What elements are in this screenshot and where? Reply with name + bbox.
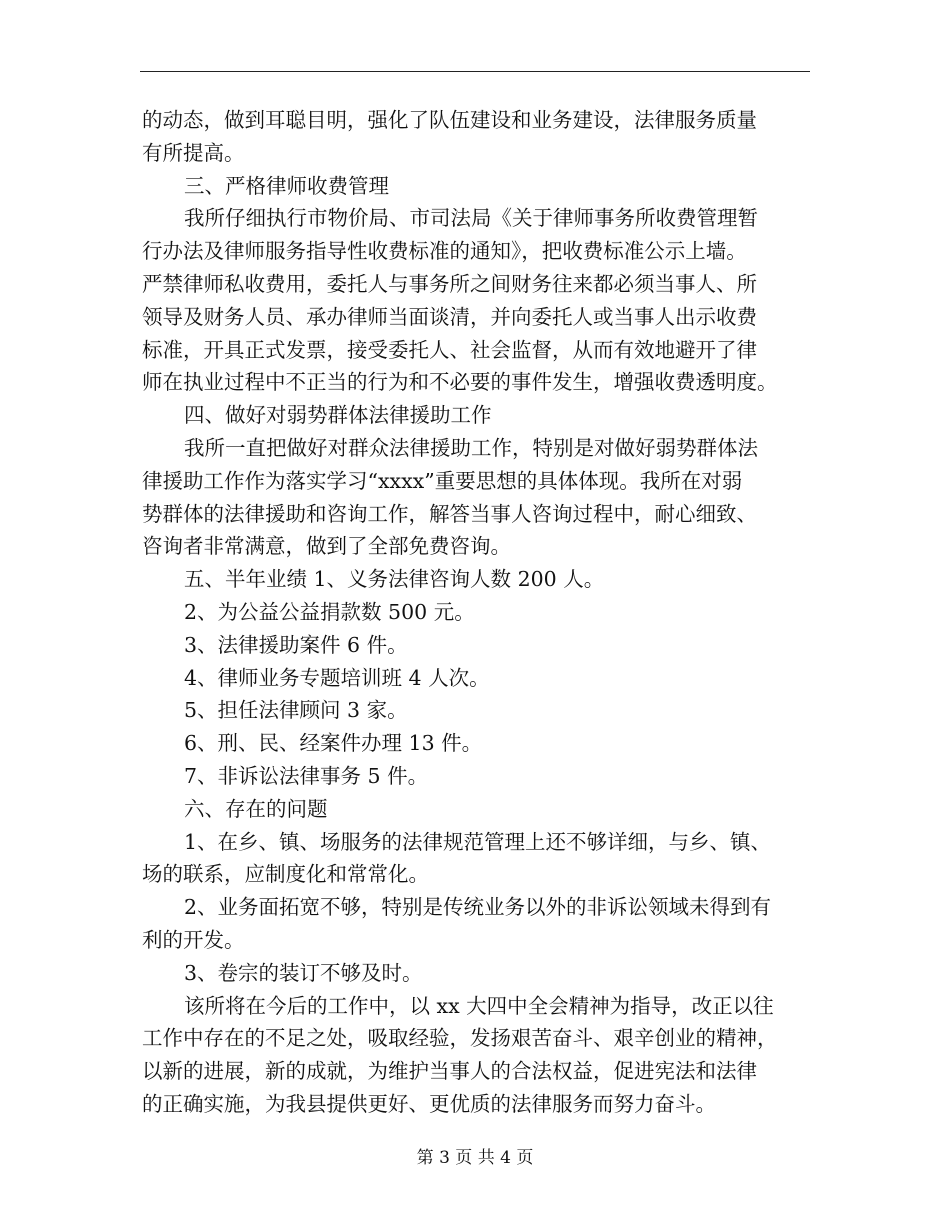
document-line: 有所提高。 (142, 140, 245, 165)
document-line: 7、非诉讼法律事务 5 件。 (184, 763, 429, 788)
document-line: 场的联系，应制度化和常常化。 (142, 862, 429, 887)
document-line: 师在执业过程中不正当的行为和不必要的事件发生，增强收费透明度。 (142, 370, 778, 395)
document-body (142, 104, 812, 1121)
document-line: 领导及财务人员、承办律师当面谈清，并向委托人或当事人出示收费 (142, 304, 757, 329)
document-line: 2、业务面拓宽不够，特别是传统业务以外的非诉讼领域未得到有 (184, 895, 772, 920)
document-line: 势群体的法律援助和咨询工作，解答当事人咨询过程中，耐心细致、 (142, 501, 757, 526)
document-line: 律援助工作作为落实学习“xxxx”重要思想的具体体现。我所在对弱 (142, 468, 743, 493)
document-line: 我所仔细执行市物价局、市司法局《关于律师事务所收费管理暂 (184, 206, 758, 231)
document-line: 3、卷宗的装订不够及时。 (184, 960, 423, 985)
document-line: 的正确实施，为我县提供更好、更优质的法律服务而努力奋斗。 (142, 1091, 716, 1116)
document-line: 咨询者非常满意，做到了全部免费咨询。 (142, 534, 511, 559)
header-rule (140, 71, 810, 72)
document-line: 行办法及律师服务指导性收费标准的通知》，把收费标准公示上墙。 (142, 239, 747, 264)
page-footer: 第 3 页 共 4 页 (416, 1148, 534, 1168)
document-line: 的动态，做到耳聪目明，强化了队伍建设和业务建设，法律服务质量 (142, 108, 757, 132)
document-line: 6、刑、民、经案件办理 13 件。 (184, 731, 483, 756)
document-line: 我所一直把做好对群众法律援助工作，特别是对做好弱势群体法 (184, 435, 758, 460)
document-line: 严禁律师私收费用，委托人与事务所之间财务往来都必须当事人、所 (142, 271, 757, 296)
document-line: 利的开发。 (142, 927, 245, 952)
document-line: 五、半年业绩 1、义务法律咨询人数 200 人。 (184, 567, 605, 592)
document-line: 5、担任法律顾问 3 家。 (184, 698, 408, 723)
document-line: 以新的进展，新的成就，为维护当事人的合法权益，促进宪法和法律 (142, 1059, 757, 1084)
document-line: 工作中存在的不足之处，吸取经验，发扬艰苦奋斗、艰辛创业的精神， (142, 1026, 778, 1051)
document-line: 4、律师业务专题培训班 4 人次。 (184, 665, 490, 690)
document-line: 三、严格律师收费管理 (184, 173, 389, 198)
document-line: 3、法律援助案件 6 件。 (184, 632, 408, 657)
document-line: 四、做好对弱势群体法律援助工作 (184, 403, 492, 428)
document-line: 2、为公益公益捐款数 500 元。 (184, 599, 475, 624)
document-line: 六、存在的问题 (184, 796, 328, 821)
document-line: 1、在乡、镇、场服务的法律规范管理上还不够详细，与乡、镇、 (184, 829, 772, 854)
document-line: 该所将在今后的工作中，以 xx 大四中全会精神为指导，改正以往 (184, 993, 774, 1018)
document-line: 标准，开具正式发票，接受委托人、社会监督，从而有效地避开了律 (142, 337, 757, 362)
